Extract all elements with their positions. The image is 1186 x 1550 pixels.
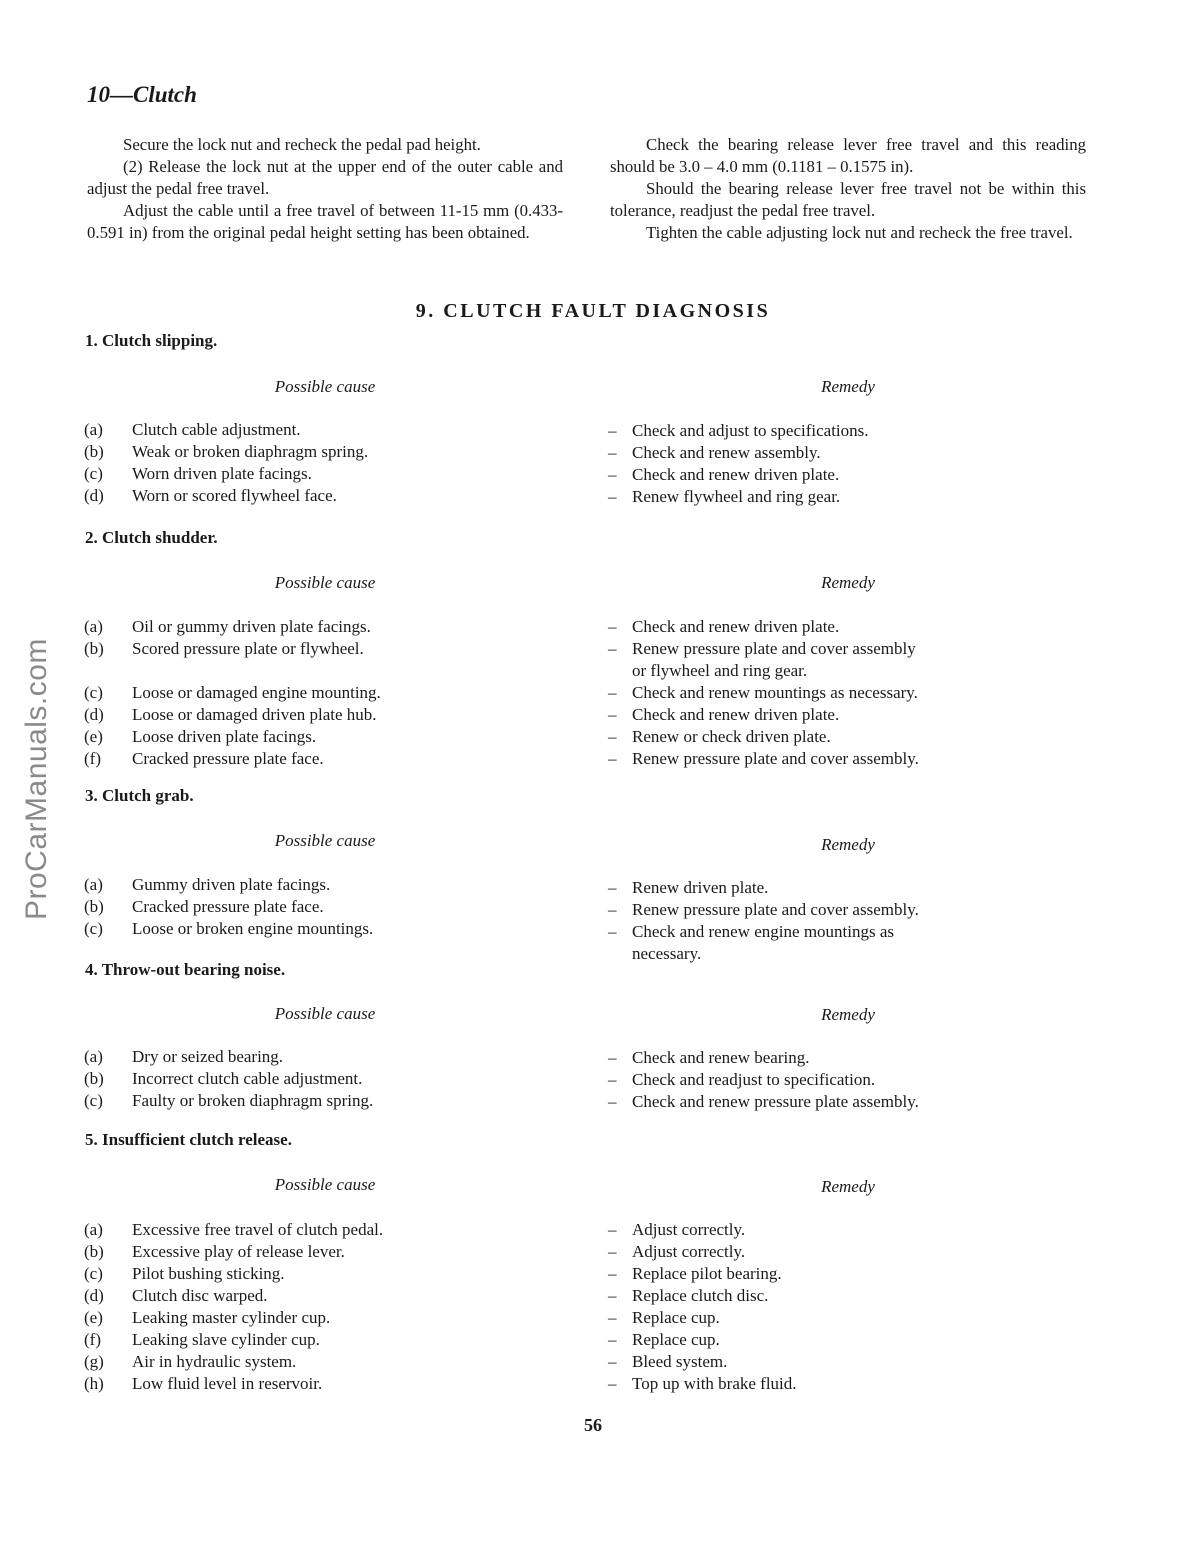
dash-bullet: – xyxy=(608,421,617,440)
dash-bullet: – xyxy=(608,878,617,897)
intro-left-column xyxy=(87,134,563,244)
remedy-item xyxy=(608,682,1078,704)
remedy-header: Remedy xyxy=(821,573,875,592)
dash-bullet: – xyxy=(608,1330,617,1349)
cause-label: (b) xyxy=(84,1069,104,1088)
cause-label: (a) xyxy=(84,617,103,636)
cause-label: (c) xyxy=(84,683,103,702)
dash-bullet: – xyxy=(608,639,617,658)
cause-item xyxy=(84,485,554,507)
remedy-item xyxy=(608,1329,1078,1351)
possible-cause-header: Possible cause xyxy=(274,831,376,850)
remedy-item xyxy=(608,616,1078,638)
remedy-item xyxy=(608,638,1078,682)
cause-text: Leaking master cylinder cup. xyxy=(132,1308,331,1327)
remedy-text: Replace pilot bearing. xyxy=(632,1264,782,1283)
fault-heading: 4. Throw-out bearing noise. xyxy=(85,960,286,979)
cause-item xyxy=(84,1285,554,1307)
cause-text: Leaking slave cylinder cup. xyxy=(132,1330,320,1349)
possible-cause-header: Possible cause xyxy=(274,1175,376,1194)
dash-bullet: – xyxy=(608,1242,617,1261)
remedy-text: Check and renew mountings as necessary. xyxy=(632,683,918,702)
page-number: 56 xyxy=(584,1415,602,1435)
remedy-item xyxy=(608,899,1078,921)
possible-cause-header: Possible cause xyxy=(274,1004,376,1023)
cause-item xyxy=(84,1373,554,1395)
cause-text: Pilot bushing sticking. xyxy=(132,1264,285,1283)
cause-item xyxy=(84,441,554,463)
intro-paragraph: (2) Release the lock nut at the upper end of the outer cable and adjust the pedal free travel. xyxy=(87,157,563,198)
remedy-text: Check and renew pressure plate assembly. xyxy=(632,1092,919,1111)
cause-item xyxy=(84,1068,554,1090)
dash-bullet: – xyxy=(608,1308,617,1327)
remedy-item xyxy=(608,877,1078,899)
cause-label: (c) xyxy=(84,1264,103,1283)
cause-text: Weak or broken diaphragm spring. xyxy=(132,442,369,461)
remedy-item xyxy=(608,726,1078,748)
cause-text: Worn or scored flywheel face. xyxy=(132,486,337,505)
cause-item xyxy=(84,638,554,660)
watermark-text: ProCarManuals.com xyxy=(20,638,53,920)
remedy-item xyxy=(608,1351,1078,1373)
remedy-text: Check and renew driven plate. xyxy=(632,705,840,724)
intro-paragraph: Should the bearing release lever free travel not be within this tolerance, readjust the pedal free travel. xyxy=(610,179,1086,220)
cause-item xyxy=(84,419,554,441)
cause-label: (b) xyxy=(84,897,104,916)
cause-label: (b) xyxy=(84,1242,104,1261)
remedy-header: Remedy xyxy=(821,377,875,396)
cause-label: (d) xyxy=(84,1286,104,1305)
intro-paragraph: Check the bearing release lever free travel and this reading should be 3.0 – 4.0 mm (0.1181 – 0.1575 in). xyxy=(610,135,1086,176)
remedy-item xyxy=(608,1285,1078,1307)
remedy-item xyxy=(608,1219,1078,1241)
dash-bullet: – xyxy=(608,1264,617,1283)
cause-text: Dry or seized bearing. xyxy=(132,1047,284,1066)
remedy-item xyxy=(608,1047,1078,1069)
cause-label: (c) xyxy=(84,919,103,938)
cause-item xyxy=(84,748,554,770)
section-title: 9. CLUTCH FAULT DIAGNOSIS xyxy=(415,300,771,322)
remedy-item xyxy=(608,748,1078,770)
cause-text: Worn driven plate facings. xyxy=(132,464,312,483)
intro-paragraph: Secure the lock nut and recheck the pedal pad height. xyxy=(123,135,481,154)
remedy-text: Renew or check driven plate. xyxy=(632,727,831,746)
remedy-item xyxy=(608,442,1078,464)
possible-cause-header: Possible cause xyxy=(274,573,376,592)
remedy-text: Adjust correctly. xyxy=(632,1242,746,1261)
cause-list xyxy=(84,874,554,940)
cause-label: (a) xyxy=(84,420,103,439)
cause-label: (g) xyxy=(84,1352,104,1371)
remedy-item xyxy=(608,1091,1078,1113)
remedy-text: Check and readjust to specification. xyxy=(632,1070,876,1089)
cause-list xyxy=(84,1046,554,1112)
cause-item xyxy=(84,616,554,638)
intro-right-column xyxy=(610,134,1086,244)
cause-text: Scored pressure plate or flywheel. xyxy=(132,639,364,658)
dash-bullet: – xyxy=(608,443,617,462)
remedy-text: Renew pressure plate and cover assembly. xyxy=(632,749,919,768)
dash-bullet: – xyxy=(608,1092,617,1111)
intro-paragraph: Adjust the cable until a free travel of between 11-15 mm (0.433-0.591 in) from the original pedal height setting has been obtained. xyxy=(87,201,563,242)
dash-bullet: – xyxy=(608,1352,617,1371)
remedy-header: Remedy xyxy=(821,1005,875,1024)
remedy-text: Bleed system. xyxy=(632,1352,728,1371)
cause-label: (a) xyxy=(84,1047,103,1066)
dash-bullet: – xyxy=(608,617,617,636)
cause-label: (c) xyxy=(84,1091,103,1110)
cause-text: Loose or broken engine mountings. xyxy=(132,919,374,938)
dash-bullet: – xyxy=(608,1220,617,1239)
remedy-item xyxy=(608,1241,1078,1263)
cause-label: (d) xyxy=(84,705,104,724)
remedy-list xyxy=(608,616,1078,770)
dash-bullet: – xyxy=(608,487,617,506)
remedy-text: Check and renew driven plate. xyxy=(632,465,840,484)
remedy-item xyxy=(608,1263,1078,1285)
cause-text: Excessive play of release lever. xyxy=(132,1242,345,1261)
cause-list xyxy=(84,419,554,507)
chapter-title: 10—Clutch xyxy=(87,82,197,107)
possible-cause-header: Possible cause xyxy=(274,377,376,396)
remedy-text: Replace cup. xyxy=(632,1330,720,1349)
dash-bullet: – xyxy=(608,900,617,919)
remedy-item xyxy=(608,1069,1078,1091)
cause-list xyxy=(84,1219,554,1395)
remedy-text: Check and renew engine mountings as necessary. xyxy=(632,922,895,963)
fault-heading: 2. Clutch shudder. xyxy=(85,528,218,547)
dash-bullet: – xyxy=(608,705,617,724)
cause-label: (b) xyxy=(84,442,104,461)
remedy-text: Renew pressure plate and cover assembly or flywheel and ring gear. xyxy=(632,639,916,680)
cause-item xyxy=(84,896,554,918)
cause-label: (f) xyxy=(84,749,101,768)
cause-text: Clutch disc warped. xyxy=(132,1286,268,1305)
intro-paragraph: Tighten the cable adjusting lock nut and recheck the free travel. xyxy=(646,223,1073,242)
fault-heading: 1. Clutch slipping. xyxy=(85,331,218,350)
cause-label: (d) xyxy=(84,486,104,505)
cause-label: (e) xyxy=(84,727,103,746)
cause-label: (a) xyxy=(84,1220,103,1239)
cause-item xyxy=(84,1329,554,1351)
cause-list xyxy=(84,616,554,770)
cause-text: Faulty or broken diaphragm spring. xyxy=(132,1091,374,1110)
remedy-header: Remedy xyxy=(821,1177,875,1196)
cause-item xyxy=(84,463,554,485)
dash-bullet: – xyxy=(608,1070,617,1089)
cause-item xyxy=(84,1219,554,1241)
remedy-text: Renew pressure plate and cover assembly. xyxy=(632,900,919,919)
remedy-item xyxy=(608,1373,1078,1395)
dash-bullet: – xyxy=(608,465,617,484)
cause-text: Air in hydraulic system. xyxy=(132,1352,297,1371)
remedy-text: Replace cup. xyxy=(632,1308,720,1327)
cause-text: Loose or damaged driven plate hub. xyxy=(132,705,377,724)
dash-bullet: – xyxy=(608,749,617,768)
remedy-item xyxy=(608,921,1078,965)
remedy-list xyxy=(608,877,1078,965)
cause-text: Oil or gummy driven plate facings. xyxy=(132,617,371,636)
cause-item xyxy=(84,1046,554,1068)
cause-item xyxy=(84,918,554,940)
cause-item xyxy=(84,1351,554,1373)
remedy-text: Check and renew bearing. xyxy=(632,1048,810,1067)
cause-label: (c) xyxy=(84,464,103,483)
cause-text: Loose driven plate facings. xyxy=(132,727,317,746)
remedy-text: Renew flywheel and ring gear. xyxy=(632,487,841,506)
cause-item xyxy=(84,1263,554,1285)
remedy-text: Renew driven plate. xyxy=(632,878,769,897)
cause-label: (b) xyxy=(84,639,104,658)
cause-item xyxy=(84,1090,554,1112)
remedy-item xyxy=(608,420,1078,442)
dash-bullet: – xyxy=(608,683,617,702)
remedy-list xyxy=(608,1047,1078,1113)
dash-bullet: – xyxy=(608,922,617,941)
cause-text: Loose or damaged engine mounting. xyxy=(132,683,381,702)
cause-label: (e) xyxy=(84,1308,103,1327)
cause-text: Incorrect clutch cable adjustment. xyxy=(132,1069,363,1088)
dash-bullet: – xyxy=(608,1374,617,1393)
cause-text: Low fluid level in reservoir. xyxy=(132,1374,323,1393)
cause-item xyxy=(84,704,554,726)
remedy-text: Replace clutch disc. xyxy=(632,1286,769,1305)
cause-item xyxy=(84,682,554,704)
remedy-text: Check and renew assembly. xyxy=(632,443,821,462)
cause-item xyxy=(84,1307,554,1329)
remedy-item xyxy=(608,704,1078,726)
cause-item xyxy=(84,874,554,896)
remedy-item xyxy=(608,464,1078,486)
cause-text: Cracked pressure plate face. xyxy=(132,897,324,916)
remedy-header: Remedy xyxy=(821,835,875,854)
remedy-text: Check and renew driven plate. xyxy=(632,617,840,636)
cause-label: (a) xyxy=(84,875,103,894)
fault-heading: 3. Clutch grab. xyxy=(85,786,194,805)
remedy-text: Check and adjust to specifications. xyxy=(632,421,869,440)
remedy-text: Top up with brake fluid. xyxy=(632,1374,797,1393)
remedy-text: Adjust correctly. xyxy=(632,1220,746,1239)
dash-bullet: – xyxy=(608,1048,617,1067)
cause-text: Clutch cable adjustment. xyxy=(132,420,301,439)
remedy-list xyxy=(608,420,1078,508)
cause-item xyxy=(84,1241,554,1263)
cause-text: Excessive free travel of clutch pedal. xyxy=(132,1220,384,1239)
cause-label: (h) xyxy=(84,1374,104,1393)
cause-text: Gummy driven plate facings. xyxy=(132,875,331,894)
dash-bullet: – xyxy=(608,1286,617,1305)
cause-item xyxy=(84,726,554,748)
remedy-list xyxy=(608,1219,1078,1395)
remedy-item xyxy=(608,1307,1078,1329)
cause-label: (f) xyxy=(84,1330,101,1349)
remedy-item xyxy=(608,486,1078,508)
cause-text: Cracked pressure plate face. xyxy=(132,749,324,768)
dash-bullet: – xyxy=(608,727,617,746)
fault-heading: 5. Insufficient clutch release. xyxy=(85,1130,292,1149)
